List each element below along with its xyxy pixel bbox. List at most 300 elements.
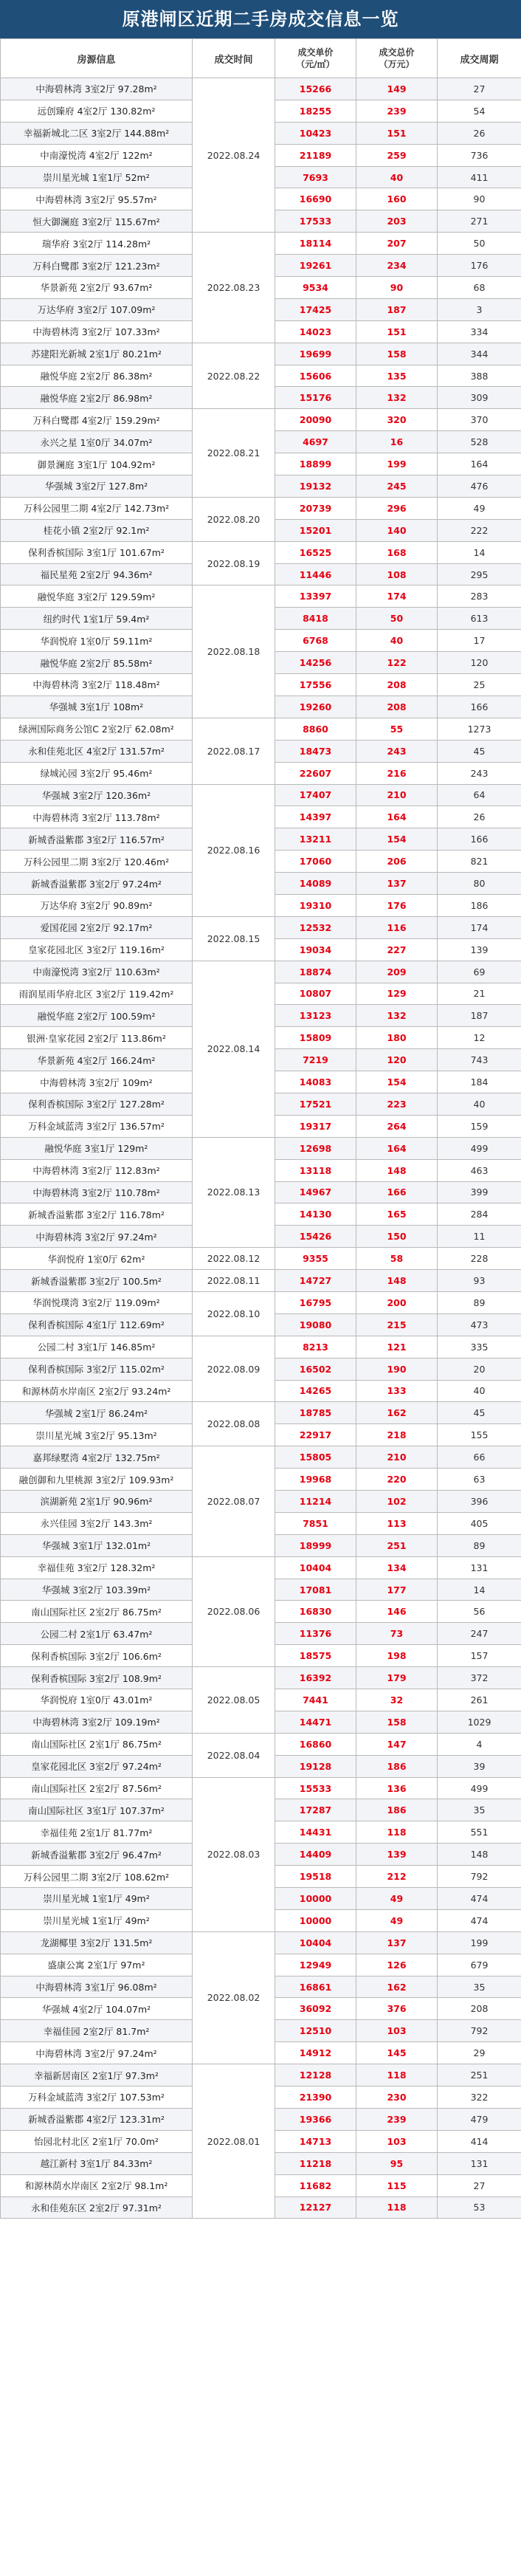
deal-cycle: 166: [438, 828, 521, 851]
deal-date: 2022.08.04: [193, 1733, 275, 1777]
table-row: [1, 1291, 521, 1313]
listing-info: 华强城 3室1厅 132.01m²: [1, 1534, 193, 1556]
deal-cycle: 309: [438, 387, 521, 409]
deal-cycle: 131: [438, 1556, 521, 1579]
deal-cycle: 243: [438, 762, 521, 784]
unit-price: 7441: [275, 1689, 356, 1711]
total-price: 147: [356, 1733, 438, 1755]
listing-info: 恒大御澜庭 3室2厅 115.67m²: [1, 210, 193, 233]
deal-cycle: 14: [438, 1579, 521, 1601]
listing-info: 融悦华庭 3室2厅 129.59m²: [1, 585, 193, 608]
deal-cycle: 80: [438, 873, 521, 895]
deal-cycle: 396: [438, 1491, 521, 1513]
total-price: 239: [356, 100, 438, 122]
unit-price: 21390: [275, 2086, 356, 2109]
unit-price: 16860: [275, 1733, 356, 1755]
total-price: 146: [356, 1601, 438, 1623]
header-total: 成交总价 （万元）: [356, 39, 438, 78]
listing-info: 雨润星雨华府北区 3室2厅 119.42m²: [1, 983, 193, 1005]
deal-cycle: 164: [438, 453, 521, 475]
deal-cycle: 335: [438, 1336, 521, 1358]
total-price: 158: [356, 1711, 438, 1733]
deal-cycle: 29: [438, 2042, 521, 2064]
total-price: 32: [356, 1689, 438, 1711]
deal-date: 2022.08.09: [193, 1336, 275, 1402]
listing-info: 苏建阳光新城 2室1厅 80.21m²: [1, 343, 193, 365]
table-row: [1, 1402, 521, 1424]
deal-cycle: 131: [438, 2152, 521, 2174]
total-price: 151: [356, 122, 438, 144]
total-price: 186: [356, 1755, 438, 1777]
listing-info: 和源林荫水岸南区 2室2厅 98.1m²: [1, 2174, 193, 2197]
table-row: [1, 1248, 521, 1270]
unit-price: 18255: [275, 100, 356, 122]
deal-date: 2022.08.17: [193, 718, 275, 784]
deal-cycle: 11: [438, 1226, 521, 1248]
unit-price: 18473: [275, 740, 356, 762]
listing-info: 越江新村 3室1厅 84.33m²: [1, 2152, 193, 2174]
total-price: 259: [356, 144, 438, 166]
deal-cycle: 792: [438, 1866, 521, 1888]
unit-price: 9534: [275, 277, 356, 299]
listing-info: 万科金域蓝湾 3室2厅 107.53m²: [1, 2086, 193, 2109]
listing-info: 瑞华府 3室2厅 114.28m²: [1, 233, 193, 255]
total-price: 55: [356, 718, 438, 740]
total-price: 234: [356, 255, 438, 277]
listing-info: 中海碧林湾 3室1厅 96.08m²: [1, 1976, 193, 1998]
deal-cycle: 372: [438, 1667, 521, 1689]
deal-cycle: 247: [438, 1623, 521, 1645]
unit-price: 4697: [275, 431, 356, 453]
table-row: [1, 1446, 521, 1469]
listing-info: 盛康公寓 2室1厅 97m²: [1, 1954, 193, 1976]
listing-info: 华润悦璞湾 3室2厅 119.09m²: [1, 1291, 193, 1313]
deal-cycle: 45: [438, 740, 521, 762]
unit-price: 11218: [275, 2152, 356, 2174]
deal-cycle: 405: [438, 1512, 521, 1534]
deal-cycle: 68: [438, 277, 521, 299]
deal-cycle: 295: [438, 563, 521, 585]
deal-cycle: 551: [438, 1821, 521, 1844]
listing-info: 华景新苑 2室2厅 93.67m²: [1, 277, 193, 299]
listing-info: 永兴之星 1室0厅 34.07m²: [1, 431, 193, 453]
total-price: 145: [356, 2042, 438, 2064]
unit-price: 7693: [275, 166, 356, 188]
deal-date: 2022.08.20: [193, 497, 275, 541]
total-price: 151: [356, 320, 438, 343]
table-row: [1, 1336, 521, 1358]
deal-cycle: 228: [438, 1248, 521, 1270]
listing-info: 万科公园里二期 3室2厅 120.46m²: [1, 851, 193, 873]
listing-info: 新城香溢紫郡 3室2厅 116.57m²: [1, 828, 193, 851]
page-title: 原港闸区近期二手房成交信息一览: [0, 0, 521, 38]
deal-cycle: 679: [438, 1954, 521, 1976]
total-price: 140: [356, 519, 438, 541]
unit-price: 19260: [275, 695, 356, 718]
listing-info: 南山国际社区 2室2厅 86.75m²: [1, 1601, 193, 1623]
unit-price: 12949: [275, 1954, 356, 1976]
deal-cycle: 792: [438, 2020, 521, 2042]
table-row: [1, 1931, 521, 1954]
listing-info: 融悦华庭 2室2厅 100.59m²: [1, 1005, 193, 1027]
listing-info: 崇川星光城 3室2厅 95.13m²: [1, 1424, 193, 1446]
unit-price: 15805: [275, 1446, 356, 1469]
total-price: 227: [356, 938, 438, 961]
unit-price: 19968: [275, 1469, 356, 1491]
deal-date: 2022.08.24: [193, 78, 275, 233]
listing-info: 绿城沁园 3室2厅 95.46m²: [1, 762, 193, 784]
unit-price: 13397: [275, 585, 356, 608]
total-price: 162: [356, 1976, 438, 1998]
total-price: 118: [356, 2064, 438, 2086]
unit-price: 7219: [275, 1049, 356, 1071]
table-row: [1, 541, 521, 563]
deal-cycle: 17: [438, 630, 521, 652]
listing-info: 万达华府 3室2厅 107.09m²: [1, 298, 193, 320]
total-price: 174: [356, 585, 438, 608]
deal-date: 2022.08.08: [193, 1402, 275, 1446]
total-price: 160: [356, 188, 438, 210]
table-body: [1, 78, 521, 2219]
unit-price: 14471: [275, 1711, 356, 1733]
total-price: 203: [356, 210, 438, 233]
listing-info: 新城香溢紫郡 3室2厅 97.24m²: [1, 873, 193, 895]
deal-cycle: 474: [438, 1909, 521, 1931]
listing-info: 融创御和九里桃源 3室2厅 109.93m²: [1, 1469, 193, 1491]
table-row: [1, 2064, 521, 2086]
total-price: 208: [356, 674, 438, 696]
listing-info: 公园二村 2室1厅 63.47m²: [1, 1623, 193, 1645]
unit-price: 18785: [275, 1402, 356, 1424]
deal-cycle: 39: [438, 1755, 521, 1777]
listing-info: 中海碧林湾 3室2厅 97.24m²: [1, 2042, 193, 2064]
unit-price: 12128: [275, 2064, 356, 2086]
listing-info: 万达华府 3室2厅 90.89m²: [1, 894, 193, 916]
unit-price: 17521: [275, 1093, 356, 1115]
listing-info: 融悦华庭 2室2厅 85.58m²: [1, 652, 193, 674]
deal-date: 2022.08.10: [193, 1291, 275, 1336]
unit-price: 20090: [275, 409, 356, 431]
total-price: 223: [356, 1093, 438, 1115]
unit-price: 17060: [275, 851, 356, 873]
total-price: 148: [356, 1159, 438, 1181]
total-price: 132: [356, 1005, 438, 1027]
unit-price: 14256: [275, 652, 356, 674]
total-price: 50: [356, 608, 438, 630]
deal-cycle: 463: [438, 1159, 521, 1181]
unit-price: 10404: [275, 1931, 356, 1954]
deal-cycle: 45: [438, 1402, 521, 1424]
listing-info: 永和佳苑北区 4室2厅 131.57m²: [1, 740, 193, 762]
listing-info: 华强城 2室1厅 86.24m²: [1, 1402, 193, 1424]
deal-cycle: 284: [438, 1203, 521, 1226]
unit-price: 13123: [275, 1005, 356, 1027]
unit-price: 8418: [275, 608, 356, 630]
listing-info: 华景新苑 4室2厅 166.24m²: [1, 1049, 193, 1071]
listing-info: 万科公园里二期 3室2厅 108.62m²: [1, 1866, 193, 1888]
listing-info: 中海碧林湾 3室2厅 107.33m²: [1, 320, 193, 343]
total-price: 190: [356, 1358, 438, 1380]
listing-info: 南山国际社区 2室1厅 86.75m²: [1, 1733, 193, 1755]
unit-price: 19317: [275, 1115, 356, 1137]
total-price: 108: [356, 563, 438, 585]
unit-price: 14083: [275, 1071, 356, 1093]
listing-info: 融悦华庭 2室2厅 86.98m²: [1, 387, 193, 409]
listing-info: 华润悦府 1室0厅 62m²: [1, 1248, 193, 1270]
unit-price: 14727: [275, 1270, 356, 1292]
unit-price: 11446: [275, 563, 356, 585]
deal-date: 2022.08.12: [193, 1248, 275, 1270]
listing-info: 崇川星光城 1室1厅 52m²: [1, 166, 193, 188]
total-price: 135: [356, 365, 438, 387]
deal-cycle: 53: [438, 2197, 521, 2219]
deal-cycle: 186: [438, 894, 521, 916]
total-price: 162: [356, 1402, 438, 1424]
table-row: [1, 343, 521, 365]
unit-price: 19518: [275, 1866, 356, 1888]
total-price: 136: [356, 1777, 438, 1799]
listing-info: 新城香溢紫郡 3室2厅 100.5m²: [1, 1270, 193, 1292]
table-row: [1, 961, 521, 983]
total-price: 129: [356, 983, 438, 1005]
total-price: 115: [356, 2174, 438, 2197]
listing-info: 公园二村 3室1厅 146.85m²: [1, 1336, 193, 1358]
total-price: 164: [356, 806, 438, 828]
unit-price: 18114: [275, 233, 356, 255]
deal-cycle: 187: [438, 1005, 521, 1027]
header-info: 房源信息: [1, 39, 193, 78]
total-price: 206: [356, 851, 438, 873]
deal-cycle: 26: [438, 806, 521, 828]
deal-date: 2022.08.19: [193, 541, 275, 585]
unit-price: 9355: [275, 1248, 356, 1270]
unit-price: 12510: [275, 2020, 356, 2042]
total-price: 49: [356, 1909, 438, 1931]
total-price: 209: [356, 961, 438, 983]
total-price: 177: [356, 1579, 438, 1601]
total-price: 376: [356, 1998, 438, 2020]
deal-cycle: 89: [438, 1291, 521, 1313]
total-price: 166: [356, 1181, 438, 1203]
deal-cycle: 414: [438, 2130, 521, 2152]
deal-cycle: 222: [438, 519, 521, 541]
unit-price: 18899: [275, 453, 356, 475]
deal-cycle: 399: [438, 1181, 521, 1203]
listing-info: 华强城 4室2厅 104.07m²: [1, 1998, 193, 2020]
deal-cycle: 322: [438, 2086, 521, 2109]
table-header-row: [1, 39, 521, 78]
unit-price: 19699: [275, 343, 356, 365]
total-price: 296: [356, 497, 438, 519]
deal-cycle: 411: [438, 166, 521, 188]
listing-info: 中海碧林湾 3室2厅 118.48m²: [1, 674, 193, 696]
listing-info: 纽约时代 1室1厅 59.4m²: [1, 608, 193, 630]
listing-info: 中海碧林湾 3室2厅 109m²: [1, 1071, 193, 1093]
listing-info: 万科金域蓝湾 3室2厅 136.57m²: [1, 1115, 193, 1137]
total-price: 122: [356, 652, 438, 674]
table-row: [1, 718, 521, 740]
unit-price: 16690: [275, 188, 356, 210]
unit-price: 12532: [275, 916, 356, 938]
total-price: 73: [356, 1623, 438, 1645]
total-price: 320: [356, 409, 438, 431]
unit-price: 20739: [275, 497, 356, 519]
unit-price: 18575: [275, 1645, 356, 1667]
total-price: 132: [356, 387, 438, 409]
listing-info: 新城香溢紫郡 3室2厅 96.47m²: [1, 1844, 193, 1866]
deal-cycle: 35: [438, 1976, 521, 1998]
total-price: 212: [356, 1866, 438, 1888]
deal-cycle: 499: [438, 1777, 521, 1799]
total-price: 218: [356, 1424, 438, 1446]
total-price: 176: [356, 894, 438, 916]
deal-cycle: 26: [438, 122, 521, 144]
unit-price: 16830: [275, 1601, 356, 1623]
deal-date: 2022.08.18: [193, 585, 275, 718]
total-price: 137: [356, 1931, 438, 1954]
listing-info: 中海碧林湾 3室2厅 112.83m²: [1, 1159, 193, 1181]
deal-cycle: 473: [438, 1313, 521, 1336]
deal-cycle: 21: [438, 983, 521, 1005]
deal-date: 2022.08.06: [193, 1556, 275, 1666]
deal-cycle: 743: [438, 1049, 521, 1071]
unit-price: 14130: [275, 1203, 356, 1226]
total-price: 165: [356, 1203, 438, 1226]
deal-date: 2022.08.01: [193, 2064, 275, 2219]
deal-date: 2022.08.07: [193, 1446, 275, 1556]
deal-cycle: 64: [438, 784, 521, 806]
deal-cycle: 155: [438, 1424, 521, 1446]
deal-cycle: 63: [438, 1469, 521, 1491]
listing-info: 保利香槟国际 3室2厅 108.9m²: [1, 1667, 193, 1689]
listing-info: 幸福新居南区 2室1厅 97.3m²: [1, 2064, 193, 2086]
unit-price: 14409: [275, 1844, 356, 1866]
deal-cycle: 334: [438, 320, 521, 343]
total-price: 264: [356, 1115, 438, 1137]
deal-cycle: 1273: [438, 718, 521, 740]
unit-price: 15176: [275, 387, 356, 409]
table-row: [1, 1556, 521, 1579]
total-price: 126: [356, 1954, 438, 1976]
deal-cycle: 261: [438, 1689, 521, 1711]
listing-info: 华润悦府 1室0厅 43.01m²: [1, 1689, 193, 1711]
deal-cycle: 3: [438, 298, 521, 320]
header-cycle: 成交周期: [438, 39, 521, 78]
unit-price: 14397: [275, 806, 356, 828]
unit-price: 21189: [275, 144, 356, 166]
listing-info: 嘉邦绿墅湾 4室2厅 132.75m²: [1, 1446, 193, 1469]
unit-price: 16795: [275, 1291, 356, 1313]
listing-info: 中南濠悦湾 4室2厅 122m²: [1, 144, 193, 166]
deal-cycle: 271: [438, 210, 521, 233]
listing-info: 中南濠悦湾 3室2厅 110.63m²: [1, 961, 193, 983]
total-price: 207: [356, 233, 438, 255]
total-price: 158: [356, 343, 438, 365]
listing-info: 龙湖椰里 3室2厅 131.5m²: [1, 1931, 193, 1954]
listing-info: 崇川星光城 1室1厅 49m²: [1, 1909, 193, 1931]
total-price: 139: [356, 1844, 438, 1866]
total-price: 245: [356, 475, 438, 498]
deal-cycle: 148: [438, 1844, 521, 1866]
deal-cycle: 25: [438, 674, 521, 696]
unit-price: 10000: [275, 1909, 356, 1931]
total-price: 133: [356, 1380, 438, 1402]
deal-date: 2022.08.05: [193, 1667, 275, 1734]
table-row: [1, 585, 521, 608]
total-price: 210: [356, 784, 438, 806]
deal-date: 2022.08.21: [193, 409, 275, 498]
deal-cycle: 283: [438, 585, 521, 608]
deal-cycle: 528: [438, 431, 521, 453]
transactions-table: [0, 38, 521, 2219]
unit-price: 15533: [275, 1777, 356, 1799]
total-price: 118: [356, 1821, 438, 1844]
table-row: [1, 78, 521, 100]
total-price: 230: [356, 2086, 438, 2109]
deal-cycle: 166: [438, 695, 521, 718]
total-price: 40: [356, 630, 438, 652]
unit-price: 14431: [275, 1821, 356, 1844]
total-price: 180: [356, 1027, 438, 1049]
listing-info: 华强城 3室2厅 103.39m²: [1, 1579, 193, 1601]
listing-info: 万科白鹭郡 3室2厅 121.23m²: [1, 255, 193, 277]
deal-date: 2022.08.02: [193, 1931, 275, 2064]
unit-price: 14023: [275, 320, 356, 343]
table-row: [1, 233, 521, 255]
deal-cycle: 66: [438, 1446, 521, 1469]
total-price: 121: [356, 1336, 438, 1358]
header-date: 成交时间: [193, 39, 275, 78]
listing-info: 皇家花园北区 3室2厅 97.24m²: [1, 1755, 193, 1777]
unit-price: 22607: [275, 762, 356, 784]
unit-price: 16502: [275, 1358, 356, 1380]
listing-info: 中海碧林湾 3室2厅 109.19m²: [1, 1711, 193, 1733]
deal-cycle: 120: [438, 652, 521, 674]
listing-info: 华润悦府 1室0厅 59.11m²: [1, 630, 193, 652]
unit-price: 19132: [275, 475, 356, 498]
listing-info: 华强城 3室2厅 120.36m²: [1, 784, 193, 806]
total-price: 208: [356, 695, 438, 718]
unit-price: 7851: [275, 1512, 356, 1534]
unit-price: 18874: [275, 961, 356, 983]
unit-price: 15606: [275, 365, 356, 387]
total-price: 103: [356, 2130, 438, 2152]
deal-cycle: 139: [438, 938, 521, 961]
total-price: 220: [356, 1469, 438, 1491]
unit-price: 14912: [275, 2042, 356, 2064]
deal-cycle: 69: [438, 961, 521, 983]
deal-date: 2022.08.23: [193, 233, 275, 343]
unit-price: 8860: [275, 718, 356, 740]
unit-price: 17425: [275, 298, 356, 320]
total-price: 16: [356, 431, 438, 453]
listing-info: 幸福佳园 2室2厅 81.7m²: [1, 2020, 193, 2042]
deal-cycle: 157: [438, 1645, 521, 1667]
unit-price: 19128: [275, 1755, 356, 1777]
total-price: 102: [356, 1491, 438, 1513]
listing-info: 中海碧林湾 3室2厅 113.78m²: [1, 806, 193, 828]
table-row: [1, 1733, 521, 1755]
listing-info: 融悦华庭 3室1厅 129m²: [1, 1137, 193, 1159]
listing-info: 新城香溢紫郡 3室2厅 116.78m²: [1, 1203, 193, 1226]
deal-cycle: 499: [438, 1137, 521, 1159]
total-price: 49: [356, 1888, 438, 1910]
unit-price: 15426: [275, 1226, 356, 1248]
deal-cycle: 344: [438, 343, 521, 365]
listing-info: 融悦华庭 2室2厅 86.38m²: [1, 365, 193, 387]
unit-price: 16861: [275, 1976, 356, 1998]
total-price: 168: [356, 541, 438, 563]
